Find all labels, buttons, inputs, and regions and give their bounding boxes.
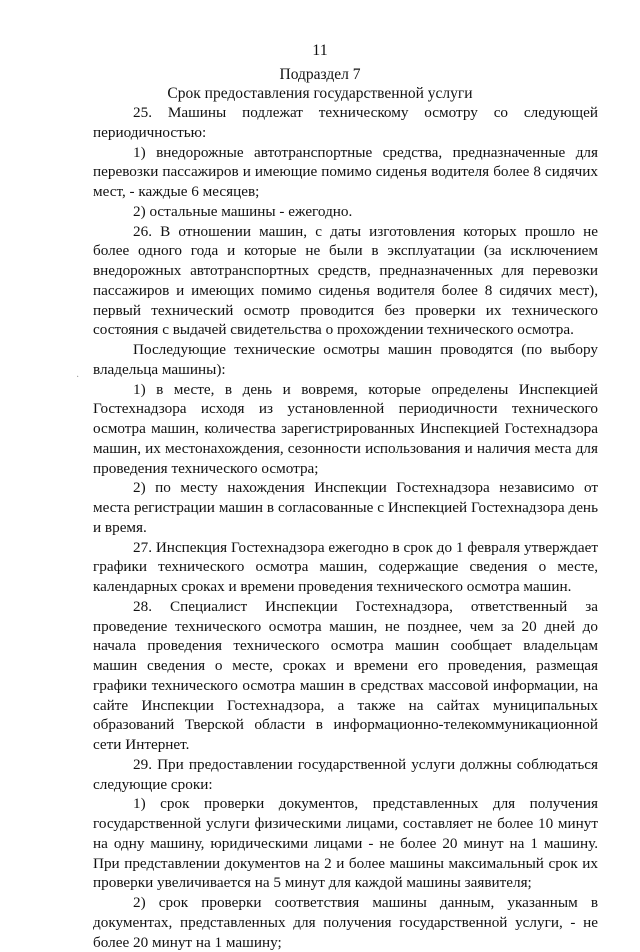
scan-mark: · bbox=[76, 372, 80, 383]
paragraph-26-item-2: 2) по месту нахождения Инспекции Гостехнадзора независимо от места регистрации машин в согласованные с Инспекцией Гостехнадзора день и время. bbox=[93, 479, 598, 536]
paragraph-27: 27. Инспекция Гостехнадзора ежегодно в срок до 1 февраля утверждает графики технического осмотра машин, содержащие сведения о месте, календарных сроках и времени проведения технического осмотра машин. bbox=[93, 538, 598, 595]
paragraph-25: 25. Машины подлежат техническому осмотру со следующей периодичностью: bbox=[93, 104, 598, 141]
paragraph-26-item-1: 1) в месте, в день и вовремя, которые определены Инспекцией Гостехнадзора исходя из установленной периодичности технического осмотра машин, количества зарегистрированных Инспекцией Гостехнадзора машин, их местонахождения, сезонности использования и наличия места для проведения технического осмотра; bbox=[93, 380, 598, 477]
paragraph-29: 29. При предоставлении государственной услуги должны соблюдаться следующие сроки: bbox=[93, 755, 598, 793]
paragraph-25-item-2: 2) остальные машины - ежегодно. bbox=[133, 202, 353, 220]
paragraph-29-item-2: 2) срок проверки соответствия машины данным, указанным в документах, представленных для получения государственной услуги, - не более 20 минут на 1 машину; bbox=[93, 894, 598, 951]
paragraph-29-item-1: 1) срок проверки документов, представленных для получения государственной услуги физическими лицами, составляет не более 10 минут на одну машину, юридическими лицами - не более 20 минут на 1 машину. При представлении документов на 2 и более машины максимальный срок их проверки увеличивается на 5 минут для каждой машины заявителя; bbox=[93, 795, 598, 892]
paragraph-26-followup: Последующие технические осмотры машин проводятся (по выбору владельца машины): bbox=[93, 341, 598, 378]
paragraph-25-item-1: 1) внедорожные автотранспортные средства, предназначенные для перевозки пассажиров и имеющие помимо сиденья водителя более 8 сидячих мест, - каждые 6 месяцев; bbox=[93, 143, 598, 200]
section-label: Подраздел 7 bbox=[279, 66, 361, 83]
page-number: 11 bbox=[312, 42, 328, 59]
paragraph-26: 26. В отношении машин, с даты изготовления которых прошло не более одного года и которые не были в эксплуатации (за исключением внедорожных автотранспортных средств, предназначенных для перевозки пассажиров и имеющих помимо сиденья водителя более 8 сидячих мест), первый технический осмотр проводится без проверки их технического состояния с выдачей свидетельства о прохождении технического осмотра. bbox=[93, 222, 598, 339]
paragraph-28: 28. Специалист Инспекции Гостехнадзора, ответственный за проведение технического осмотра машин, не позднее, чем за 20 дней до начала проведения технического осмотра машин сообщает владельцам машин сведения о месте, сроках и времени его проведения, размещая графики технического осмотра машин в средствах массовой информации, на сайте Инспекции Гостехнадзора, а также на сайтах муниципальных образований Тверской области в информационно-телекоммуникационной сети Интернет. bbox=[93, 597, 598, 753]
section-title: Срок предоставления государственной услуги bbox=[167, 85, 473, 102]
document-body bbox=[93, 103, 598, 952]
